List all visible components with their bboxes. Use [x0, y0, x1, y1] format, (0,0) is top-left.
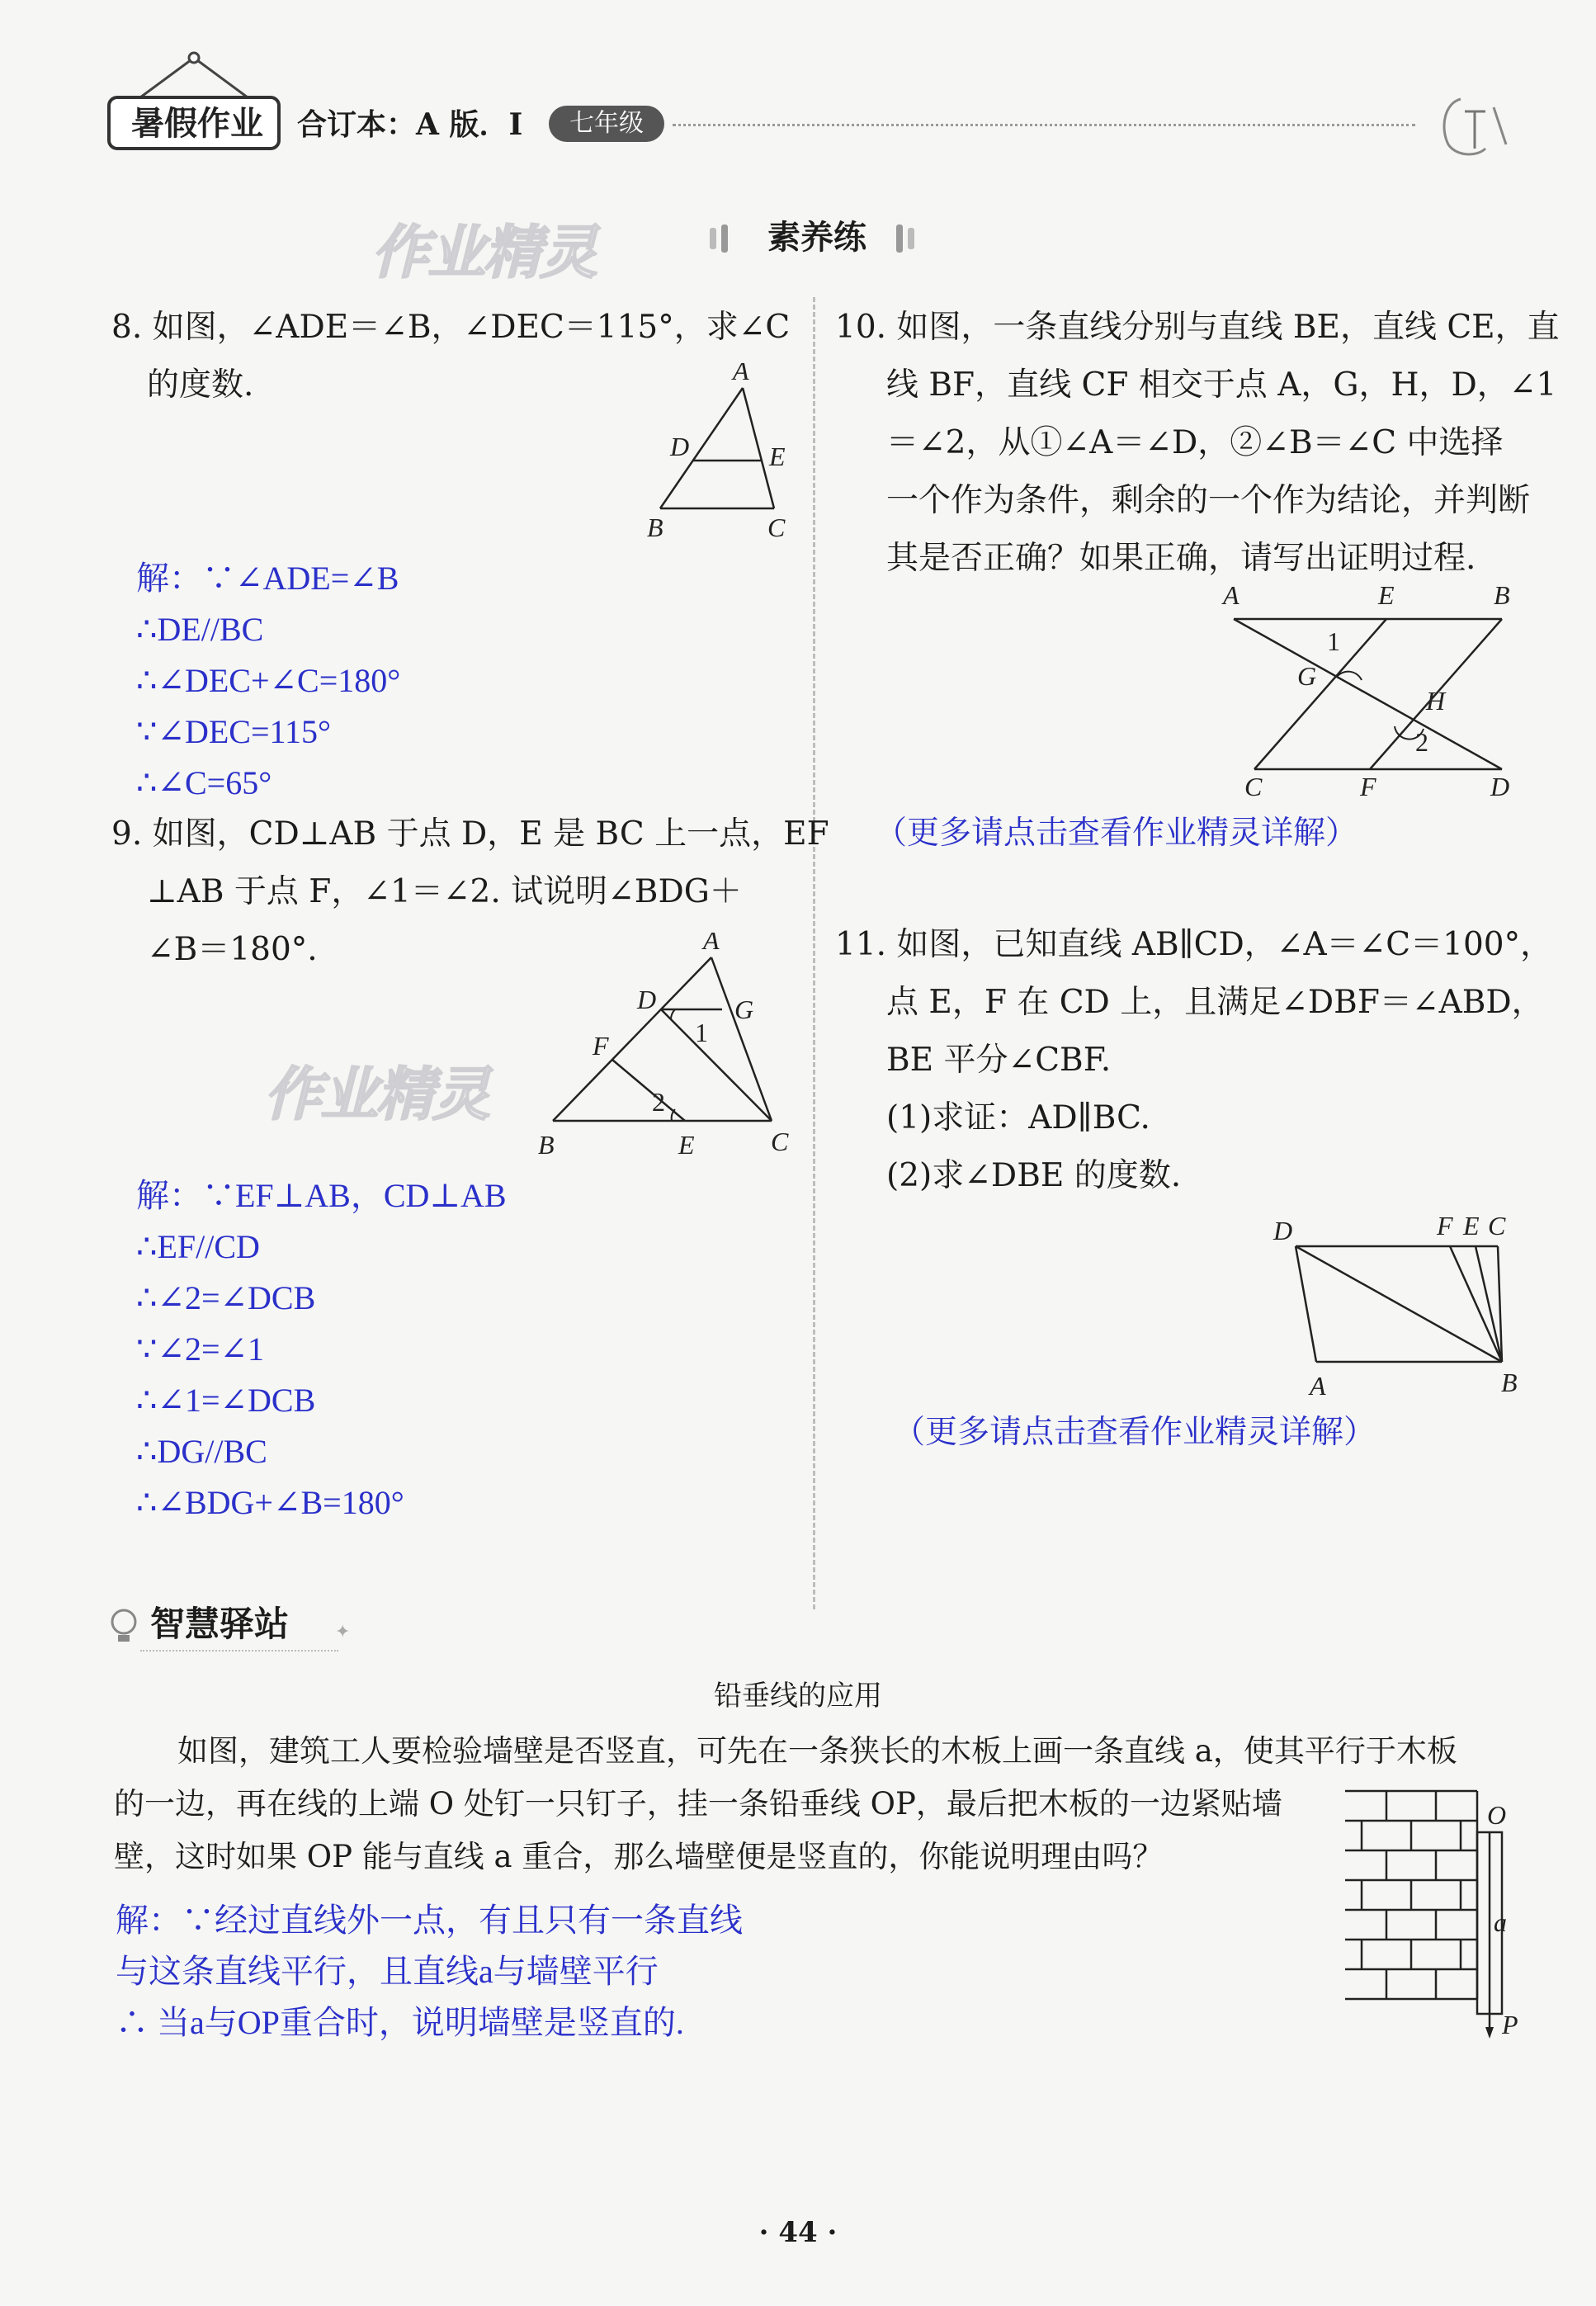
wall-figure: [1337, 1783, 1535, 2047]
q11-line: 点 E，F 在 CD 上，且满足∠DBF＝∠ABD，: [886, 984, 1544, 1021]
q11-label-f: F: [1437, 1211, 1453, 1240]
q10-figure: [1221, 578, 1527, 801]
q8-answer: [136, 553, 400, 809]
q8-answer-line: ∵∠DEC=115°: [136, 713, 332, 750]
q10-label-d: D: [1490, 772, 1510, 801]
q8-answer-line: ∴DE//BC: [136, 611, 264, 648]
wisdom-subtitle: 铅垂线的应用: [714, 1680, 882, 1713]
watermark-2: 作业精灵: [264, 1061, 489, 1128]
q10-label-e: E: [1378, 580, 1395, 610]
q10-line: 一个作为条件，剩余的一个作为结论，并判断: [886, 482, 1531, 519]
q8-label-b: B: [647, 513, 663, 542]
wisdom-answer-line: ∴ 当a与OP重合时，说明墙壁是竖直的.: [116, 2004, 684, 2041]
q11-line: (2)求∠DBE 的度数.: [886, 1157, 1182, 1194]
q9-label-1: 1: [695, 1018, 708, 1047]
q11-figure: [1267, 1205, 1531, 1403]
q8-line-2: 的度数.: [147, 366, 254, 404]
wisdom-title: 智慧驿站: [150, 1604, 290, 1644]
q10-label-1: 1: [1327, 626, 1340, 656]
wisdom-header: [107, 1597, 371, 1655]
q10-label-b: B: [1494, 580, 1510, 610]
q9-label-b: B: [538, 1130, 555, 1160]
q10-label-h: H: [1426, 686, 1446, 716]
q11-line: BE 平分∠CBF.: [886, 1042, 1112, 1079]
q9-answer-line: 解：∵EF⊥AB，CD⊥AB: [136, 1177, 507, 1214]
q8-label-c: C: [767, 513, 786, 542]
section-title-bar: [710, 213, 924, 262]
wisdom-answer-line: 解：∵经过直线外一点，有且只有一条直线: [116, 1902, 743, 1939]
q9-answer-line: ∵∠2=∠1: [136, 1330, 265, 1368]
title-dots-right: [896, 224, 903, 253]
q9-answer-line: ∴EF//CD: [136, 1228, 260, 1265]
q8-label-e: E: [769, 442, 786, 471]
q8-label-a: A: [733, 363, 749, 385]
q9-answer-line: ∴DG//BC: [136, 1433, 267, 1470]
q9-line-3: ∠B＝180°.: [147, 931, 318, 968]
q9-figure: [536, 933, 809, 1172]
q9-line-2: ⊥AB 于点 F，∠1＝∠2. 试说明∠BDG＋: [147, 873, 742, 910]
q9-label-g: G: [734, 995, 754, 1024]
section-title: 素养练: [767, 219, 866, 257]
q9-answer-line: ∴∠2=∠DCB: [136, 1279, 316, 1316]
header-divider: [673, 124, 1415, 126]
q8-figure: [635, 363, 809, 545]
edition-label: 合订本：A 版．I: [297, 107, 523, 142]
q10-label-a: A: [1223, 580, 1239, 610]
watermark: 作业精灵: [371, 219, 596, 286]
q9-answer: [136, 1170, 507, 1529]
wisdom-answer: [116, 1895, 743, 2048]
logo-text: 暑假作业: [131, 105, 263, 143]
q9-answer-line: ∴∠BDG+∠B=180°: [136, 1484, 404, 1521]
q8-line-1: 8. 如图，∠ADE＝∠B，∠DEC＝115°，求∠C: [111, 309, 791, 346]
page-number: · 44 ·: [758, 2216, 838, 2249]
wall-label-a: a: [1494, 1907, 1507, 1937]
q11-label-e: E: [1463, 1211, 1480, 1240]
q9-label-f: F: [593, 1031, 609, 1061]
q11-label-d: D: [1273, 1216, 1293, 1245]
q10-line: 线 BF，直线 CF 相交于点 A，G，H，D，∠1: [886, 366, 1557, 404]
q11-more-link[interactable]: （更多请点击查看作业精灵详解）: [893, 1414, 1376, 1451]
q11-text: [835, 916, 1552, 1205]
q8-label-d: D: [670, 432, 690, 461]
q9-label-d: D: [637, 985, 657, 1014]
q10-label-2: 2: [1415, 727, 1428, 757]
q11-label-b: B: [1501, 1368, 1518, 1397]
q9-label-c: C: [771, 1127, 789, 1156]
q11-line: (1)求证：AD∥BC.: [886, 1099, 1150, 1136]
q8-answer-line: ∴∠C=65°: [136, 764, 272, 801]
title-dots-left-2: [721, 224, 728, 253]
q10-label-c: C: [1244, 772, 1263, 801]
q10-label-f: F: [1360, 772, 1376, 801]
q10-more-link[interactable]: （更多请点击查看作业精灵详解）: [875, 815, 1358, 852]
q9-label-a: A: [703, 933, 720, 955]
q9-answer-line: ∴∠1=∠DCB: [136, 1382, 316, 1419]
wall-label-o: O: [1487, 1800, 1507, 1830]
wisdom-underline: [140, 1650, 338, 1652]
star-icon: ✦: [335, 1622, 351, 1642]
q11-label-c: C: [1488, 1211, 1506, 1240]
q11-label-a: A: [1310, 1371, 1326, 1401]
q10-line: ＝∠2，从①∠A＝∠D，②∠B＝∠C 中选择: [886, 424, 1504, 461]
title-dots-right-2: [908, 228, 914, 249]
q8-answer-line: 解：∵∠ADE=∠B: [136, 560, 399, 597]
q11-line: 11. 如图，已知直线 AB∥CD，∠A＝∠C＝100°，: [835, 926, 1553, 963]
q9-label-e: E: [678, 1130, 695, 1160]
wisdom-line-1: 如图，建筑工人要检验墙壁是否竖直，可先在一条狭长的木板上画一条直线 a，使其平行于木板: [177, 1733, 1457, 1769]
wall-label-p: P: [1502, 2010, 1518, 2039]
title-dots-left: [710, 228, 716, 249]
wisdom-line-2: 的一边，再在线的上端 O 处钉一只钉子，挂一条铅垂线 OP，最后把木板的一边紧贴墙: [114, 1786, 1282, 1822]
header: [99, 50, 1518, 173]
q8-answer-line: ∴∠DEC+∠C=180°: [136, 662, 401, 699]
wisdom-answer-line: 与这条直线平行，且直线a与墙壁平行: [116, 1953, 659, 1990]
q10-text: [835, 299, 1560, 588]
lightbulb-icon: [107, 1605, 140, 1652]
column-divider: [813, 297, 815, 1609]
wisdom-line-3: 壁，这时如果 OP 能与直线 a 重合，那么墙壁便是竖直的，你能说明理由吗？: [114, 1839, 1164, 1874]
q9-label-2: 2: [652, 1087, 665, 1117]
q10-line: 10. 如图，一条直线分别与直线 BE，直线 CE，直: [835, 309, 1560, 346]
grade-badge: 七年级: [549, 106, 664, 142]
q10-label-g: G: [1297, 661, 1317, 691]
q10-line: 其是否正确？如果正确，请写出证明过程.: [886, 540, 1476, 577]
header-corner-icon: [1428, 83, 1527, 165]
q9-line-1: 9. 如图，CD⊥AB 于点 D，E 是 BC 上一点，EF: [111, 815, 829, 853]
